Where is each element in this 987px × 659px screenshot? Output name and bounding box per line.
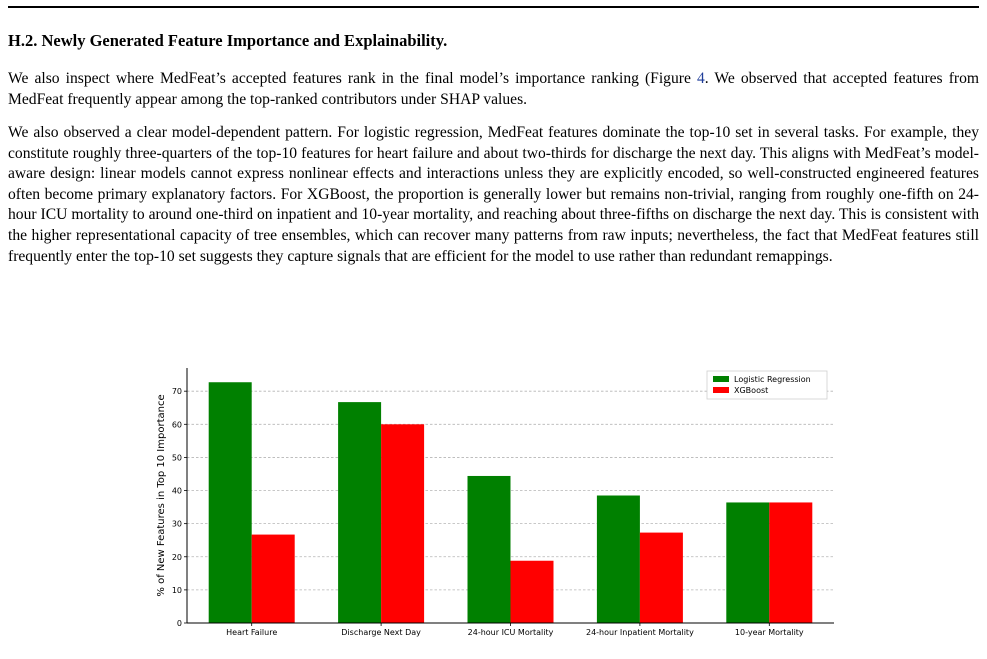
legend-label: Logistic Regression <box>734 375 811 384</box>
bar <box>769 502 812 623</box>
y-tick-label: 40 <box>171 486 182 496</box>
bar <box>209 382 252 623</box>
x-tick-label: Heart Failure <box>226 628 278 637</box>
legend <box>707 371 827 399</box>
bar <box>468 476 511 623</box>
y-tick-label: 10 <box>171 585 182 595</box>
bar <box>511 561 554 623</box>
paragraph-1-text-b: . We observed that accepted features from MedFeat frequently appear among the top-ranked contributors under SHAP values. <box>8 70 979 108</box>
y-tick-label: 50 <box>171 453 182 463</box>
paragraph-1 <box>8 69 979 110</box>
bar <box>726 502 769 623</box>
x-tick-label: 24-hour Inpatient Mortality <box>585 628 694 637</box>
bars <box>209 382 813 623</box>
paragraph-2: We also observed a clear model-dependent pattern. For logistic regression, MedFeat features dominate the top-10 set in several tasks. For example, they constitute roughly three-quarters of the top-10 features for heart failure and about two-thirds for discharge the next day. This aligns with MedFeat’s model-aware design: linear models cannot express nonlinear effects and interactions unless they are explicitly encoded, so well-constructed engineered features often become primary explanatory factors. For XGBoost, the proportion is generally lower but remains non-trivial, ranging from roughly one-fifth on 24-hour ICU mortality to around one-third on inpatient and 10-year mortality, and reaching about three-fifths on discharge the next day. This is consistent with the higher representational capacity of tree ensembles, which can recover many patterns from raw inputs; nevertheless, the fact that MedFeat features still frequently enter the top-10 set suggests they capture signals that are efficient for the model to use rather than redundant remappings. <box>8 124 979 265</box>
y-tick-label: 60 <box>171 420 182 430</box>
y-tick-label: 70 <box>171 387 182 397</box>
x-tick-label: 10-year Mortality <box>734 628 804 637</box>
legend-label: XGBoost <box>734 386 769 395</box>
bar <box>252 535 295 623</box>
bar <box>381 424 424 623</box>
x-tick-label: Discharge Next Day <box>341 628 421 637</box>
paragraph-1-text-a: We also inspect where MedFeat’s accepted features rank in the final model’s importance ranking (Figure <box>8 70 697 87</box>
y-axis-title: % of New Features in Top 10 Importance <box>156 394 167 597</box>
y-tick-label: 0 <box>176 619 182 628</box>
top-rule <box>8 6 979 8</box>
legend-swatch <box>713 376 729 382</box>
bar-chart <box>150 365 840 643</box>
y-tick-label: 30 <box>171 519 182 529</box>
figure-reference-link[interactable]: 4 <box>696 70 705 87</box>
y-tick-label: 20 <box>171 552 182 562</box>
bar <box>640 533 683 623</box>
x-tick-label: 24-hour ICU Mortality <box>467 628 554 637</box>
bar <box>597 496 640 624</box>
legend-swatch <box>713 387 729 393</box>
section-heading: H.2. Newly Generated Feature Importance and Explainability. <box>8 31 448 50</box>
bar <box>338 402 381 623</box>
